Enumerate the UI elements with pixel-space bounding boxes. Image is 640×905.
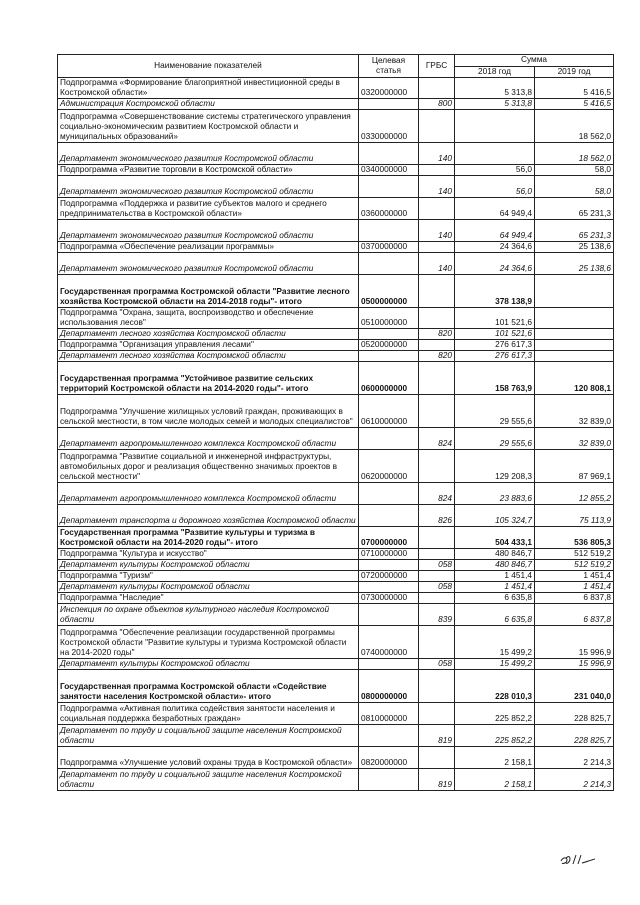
row-name: Департамент экономического развития Костромской области [58,253,359,275]
row-target-article [359,769,419,791]
row-target-article: 0330000000 [359,110,419,143]
table-row [58,747,614,769]
row-name: Департамент лесного хозяйства Костромской области [58,329,359,340]
row-target-article [359,582,419,593]
row-grbs [419,110,455,143]
row-grbs: 820 [419,329,455,340]
table-row [58,582,614,593]
row-grbs [419,747,455,769]
table-row [58,626,614,659]
table-row [58,560,614,571]
row-target-article [359,604,419,626]
table-row [58,769,614,791]
row-target-article [359,351,419,362]
row-target-article [359,725,419,747]
table-row [58,483,614,505]
row-sum-2018: 24 364,6 [455,253,535,275]
row-name: Государственная программа "Устойчивое развитие сельских территорий Костромской области на 2014-2020 годы"- итого [58,362,359,395]
row-sum-2018: 378 138,9 [455,275,535,308]
row-sum-2018: 276 617,3 [455,351,535,362]
row-target-article: 0810000000 [359,703,419,725]
row-sum-2019: 5 416,5 [535,78,614,99]
row-name: Подпрограмма "Организация управления лесами" [58,340,359,351]
table-row [58,99,614,110]
table-row [58,428,614,450]
row-target-article [359,505,419,527]
row-grbs [419,340,455,351]
row-name: Департамент культуры Костромской области [58,659,359,670]
row-target-article: 0510000000 [359,308,419,329]
row-sum-2019: 87 969,1 [535,450,614,483]
row-name: Государственная программа Костромской области "Развитие лесного хозяйства Костромской области на 2014-2018 годы"- итого [58,275,359,308]
table-row [58,395,614,428]
table-row [58,176,614,198]
row-grbs [419,549,455,560]
table-row [58,220,614,242]
row-grbs [419,703,455,725]
row-sum-2019: 12 855,2 [535,483,614,505]
row-grbs: 824 [419,483,455,505]
row-grbs [419,571,455,582]
row-sum-2019 [535,275,614,308]
row-target-article [359,428,419,450]
row-name: Департамент экономического развития Костромской области [58,220,359,242]
row-target-article: 0360000000 [359,198,419,220]
row-target-article: 0710000000 [359,549,419,560]
row-sum-2018: 64 949,4 [455,220,535,242]
row-sum-2018: 228 010,3 [455,670,535,703]
table-row [58,329,614,340]
row-grbs [419,626,455,659]
row-name: Департамент по труду и социальной защите населения Костромской области [58,769,359,791]
row-sum-2018: 29 555,6 [455,395,535,428]
row-sum-2019: 18 562,0 [535,110,614,143]
row-sum-2018: 225 852,2 [455,725,535,747]
row-sum-2019: 512 519,2 [535,560,614,571]
row-name: Департамент агропромышленного комплекса Костромской области [58,483,359,505]
row-sum-2018: 56,0 [455,165,535,176]
table-row [58,362,614,395]
table-row [58,165,614,176]
row-target-article [359,220,419,242]
row-sum-2019: 2 214,3 [535,769,614,791]
row-grbs [419,308,455,329]
row-grbs: 058 [419,582,455,593]
row-sum-2018: 158 763,9 [455,362,535,395]
row-sum-2018 [455,110,535,143]
row-sum-2018: 129 208,3 [455,450,535,483]
row-sum-2019: 228 825,7 [535,725,614,747]
table-row [58,505,614,527]
row-name: Инспекция по охране объектов культурного наследия Костромской области [58,604,359,626]
row-target-article: 0730000000 [359,593,419,604]
table-row [58,703,614,725]
table-row [58,604,614,626]
row-sum-2018 [455,143,535,165]
row-sum-2019: 228 825,7 [535,703,614,725]
table-row [58,593,614,604]
table-row [58,275,614,308]
row-name: Подпрограмма "Наследие" [58,593,359,604]
row-sum-2019: 5 416,5 [535,99,614,110]
header-grbs: ГРБС [419,55,455,78]
table-row [58,242,614,253]
table-row [58,340,614,351]
row-target-article [359,143,419,165]
row-target-article: 0520000000 [359,340,419,351]
row-target-article [359,176,419,198]
table-row [58,351,614,362]
row-sum-2018: 24 364,6 [455,242,535,253]
row-name: Департамент транспорта и дорожного хозяйства Костромской области [58,505,359,527]
row-name: Подпрограмма «Активная политика содействия занятости населения и социальная поддержка безработных граждан» [58,703,359,725]
row-target-article [359,253,419,275]
table-row [58,527,614,549]
row-target-article [359,659,419,670]
row-target-article: 0740000000 [359,626,419,659]
table-row [58,78,614,99]
row-sum-2019: 58,0 [535,165,614,176]
row-sum-2018: 480 846,7 [455,549,535,560]
row-name: Подпрограмма «Поддержка и развитие субъектов малого и среднего предпринимательства в Костромской области» [58,198,359,220]
header-target-article: Целевая статья [359,55,419,78]
row-grbs [419,362,455,395]
row-sum-2019: 6 837,8 [535,593,614,604]
row-grbs: 058 [419,659,455,670]
row-sum-2019 [535,351,614,362]
row-sum-2018: 15 499,2 [455,626,535,659]
row-sum-2018: 56,0 [455,176,535,198]
row-grbs: 820 [419,351,455,362]
table-header [58,55,614,78]
row-grbs: 140 [419,143,455,165]
row-name: Подпрограмма "Туризм" [58,571,359,582]
row-sum-2018: 6 635,8 [455,593,535,604]
row-sum-2019: 65 231,3 [535,198,614,220]
row-sum-2018: 101 521,6 [455,308,535,329]
row-target-article [359,329,419,340]
header-sum: Сумма [455,55,614,67]
budget-table [57,54,614,791]
row-grbs [419,450,455,483]
row-name: Подпрограмма "Обеспечение реализации государственной программы Костромской области "Развитие культуры и туризма Костромской области на 2014-2020 годы" [58,626,359,659]
table-row [58,725,614,747]
row-target-article: 0500000000 [359,275,419,308]
row-sum-2019: 15 996,9 [535,659,614,670]
table-row [58,670,614,703]
row-sum-2019: 1 451,4 [535,571,614,582]
row-sum-2019: 25 138,6 [535,242,614,253]
row-name: Подпрограмма "Охрана, защита, воспроизводство и обеспечение использования лесов" [58,308,359,329]
row-name: Подпрограмма «Улучшение условий охраны труда в Костромской области» [58,747,359,769]
row-grbs: 140 [419,253,455,275]
row-grbs [419,78,455,99]
row-grbs [419,198,455,220]
row-sum-2018: 504 433,1 [455,527,535,549]
row-sum-2018: 6 635,8 [455,604,535,626]
row-grbs: 839 [419,604,455,626]
row-sum-2018: 1 451,4 [455,571,535,582]
row-target-article: 0620000000 [359,450,419,483]
table-row [58,571,614,582]
row-target-article: 0720000000 [359,571,419,582]
row-sum-2018: 1 451,4 [455,582,535,593]
row-grbs: 824 [419,428,455,450]
row-sum-2018: 23 883,6 [455,483,535,505]
row-grbs [419,275,455,308]
header-year-2019: 2019 год [535,66,614,78]
row-sum-2019: 120 808,1 [535,362,614,395]
row-name: Подпрограмма "Улучшение жилищных условий граждан, проживающих в сельской местности, в том числе молодых семей и молодых специалистов" [58,395,359,428]
row-target-article: 0800000000 [359,670,419,703]
row-target-article: 0370000000 [359,242,419,253]
row-sum-2018: 101 521,6 [455,329,535,340]
row-sum-2019 [535,340,614,351]
row-sum-2019: 75 113,9 [535,505,614,527]
row-sum-2018: 5 313,8 [455,78,535,99]
row-grbs: 140 [419,220,455,242]
row-grbs: 819 [419,769,455,791]
row-target-article: 0700000000 [359,527,419,549]
row-name: Государственная программа Костромской области «Содействие занятости населения Костромской области»- итого [58,670,359,703]
row-sum-2018: 29 555,6 [455,428,535,450]
row-target-article [359,560,419,571]
row-name: Департамент культуры Костромской области [58,582,359,593]
row-grbs: 140 [419,176,455,198]
row-target-article: 0610000000 [359,395,419,428]
row-sum-2019: 231 040,0 [535,670,614,703]
row-grbs: 819 [419,725,455,747]
row-name: Департамент лесного хозяйства Костромской области [58,351,359,362]
row-sum-2019: 512 519,2 [535,549,614,560]
row-grbs [419,242,455,253]
row-sum-2018: 480 846,7 [455,560,535,571]
row-grbs [419,395,455,428]
row-grbs [419,165,455,176]
row-name: Подпрограмма "Культура и искусство" [58,549,359,560]
row-grbs: 826 [419,505,455,527]
handwritten-page-signature [558,848,598,868]
row-sum-2018: 276 617,3 [455,340,535,351]
row-target-article: 0320000000 [359,78,419,99]
table-row [58,253,614,275]
table-row [58,143,614,165]
row-sum-2018: 225 852,2 [455,703,535,725]
row-name: Администрация Костромской области [58,99,359,110]
row-sum-2018: 105 324,7 [455,505,535,527]
row-sum-2018: 5 313,8 [455,99,535,110]
row-sum-2019: 25 138,6 [535,253,614,275]
row-target-article [359,99,419,110]
row-sum-2019: 536 805,3 [535,527,614,549]
row-name: Подпрограмма "Развитие социальной и инженерной инфраструктуры, автомобильных дорог и реализация общественно значимых проектов в сельской местности" [58,450,359,483]
row-sum-2019: 15 996,9 [535,626,614,659]
row-sum-2018: 15 499,2 [455,659,535,670]
row-name: Подпрограмма «Совершенствование системы стратегического управления социально-экономическим развитием Костромской области и муниципальных образований» [58,110,359,143]
row-target-article: 0340000000 [359,165,419,176]
row-name: Подпрограмма «Формирование благоприятной инвестиционной среды в Костромской области» [58,78,359,99]
row-grbs [419,527,455,549]
table-body [58,78,614,791]
table-row [58,308,614,329]
row-name: Государственная программа "Развитие культуры и туризма в Костромской области на 2014-2020 годы"- итого [58,527,359,549]
table-row [58,659,614,670]
row-name: Департамент культуры Костромской области [58,560,359,571]
row-sum-2018: 2 158,1 [455,747,535,769]
table-row [58,110,614,143]
row-sum-2018: 2 158,1 [455,769,535,791]
row-sum-2019: 58,0 [535,176,614,198]
row-grbs: 058 [419,560,455,571]
row-grbs [419,593,455,604]
table-row [58,549,614,560]
row-name: Департамент по труду и социальной защите населения Костромской области [58,725,359,747]
row-sum-2019: 18 562,0 [535,143,614,165]
header-year-2018: 2018 год [455,66,535,78]
row-sum-2019: 65 231,3 [535,220,614,242]
row-sum-2019: 1 451,4 [535,582,614,593]
row-name: Подпрограмма «Обеспечение реализации программы» [58,242,359,253]
row-target-article: 0600000000 [359,362,419,395]
row-grbs [419,670,455,703]
row-name: Подпрограмма «Развитие торговли в Костромской области» [58,165,359,176]
row-target-article: 0820000000 [359,747,419,769]
row-grbs: 800 [419,99,455,110]
row-sum-2019 [535,329,614,340]
row-target-article [359,483,419,505]
table-row [58,450,614,483]
row-sum-2019: 6 837,8 [535,604,614,626]
row-sum-2019: 32 839,0 [535,428,614,450]
row-sum-2019: 32 839,0 [535,395,614,428]
row-name: Департамент экономического развития Костромской области [58,143,359,165]
row-name: Департамент агропромышленного комплекса Костромской области [58,428,359,450]
row-sum-2018: 64 949,4 [455,198,535,220]
row-sum-2019: 2 214,3 [535,747,614,769]
header-name: Наименование показателей [58,55,359,78]
row-name: Департамент экономического развития Костромской области [58,176,359,198]
table-row [58,198,614,220]
row-sum-2019 [535,308,614,329]
